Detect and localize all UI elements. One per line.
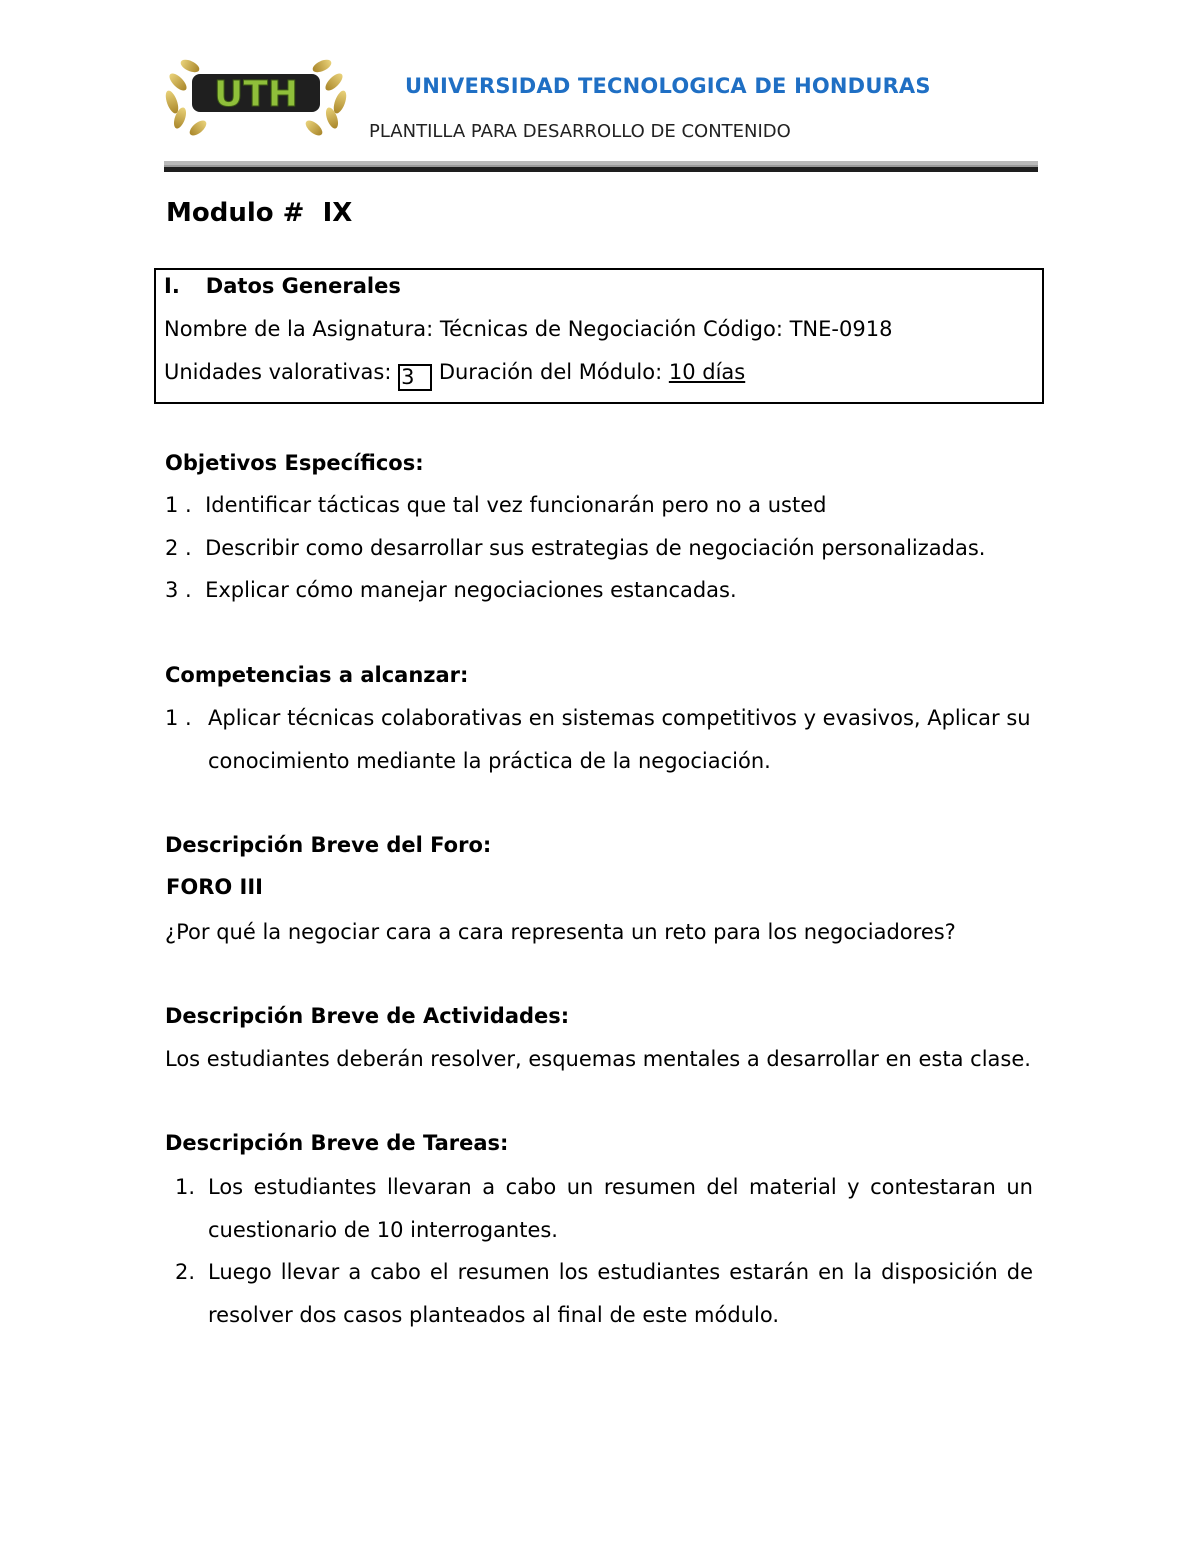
- template-subtitle: PLANTILLA PARA DESARROLLO DE CONTENIDO: [369, 121, 791, 142]
- module-number: IX: [322, 198, 353, 228]
- code-label: Código:: [702, 317, 783, 341]
- section-heading: Datos Generales: [205, 274, 401, 298]
- tasks-heading: Descripción Breve de Tareas:: [165, 1131, 509, 1155]
- activities-text: Los estudiantes deberán resolver, esquemas mentales a desarrollar en esta clase.: [165, 1047, 1031, 1071]
- module-label: Modulo #: [166, 198, 305, 228]
- university-name: UNIVERSIDAD TECNOLOGICA DE HONDURAS: [405, 74, 931, 98]
- objective-item: [165, 493, 826, 517]
- list-number: 1 .: [165, 493, 192, 517]
- units-label: Unidades valorativas:: [164, 360, 392, 384]
- forum-title: FORO III: [166, 875, 263, 899]
- task-line-1: Los estudiantes llevaran a cabo un resumen del material y contestaran un: [208, 1175, 1033, 1199]
- competencies-heading: Competencias a alcanzar:: [165, 663, 469, 687]
- competency-number: 1 .: [165, 706, 192, 730]
- objective-text: Explicar cómo manejar negociaciones estancadas.: [205, 578, 737, 602]
- task-line-2: resolver dos casos planteados al final de este módulo.: [208, 1303, 779, 1327]
- subject-value: Técnicas de Negociación: [439, 317, 697, 341]
- list-number: 2 .: [165, 536, 192, 560]
- duration-label: Duración del Módulo:: [438, 360, 663, 384]
- objective-item: [165, 578, 737, 602]
- activities-heading: Descripción Breve de Actividades:: [165, 1004, 570, 1028]
- header-divider: [164, 161, 1038, 172]
- section-numeral: I.: [164, 274, 180, 298]
- forum-heading: Descripción Breve del Foro:: [165, 833, 492, 857]
- svg-text:UTH: UTH: [214, 74, 298, 115]
- objectives-heading: Objetivos Específicos:: [165, 451, 424, 475]
- task-line-2: cuestionario de 10 interrogantes.: [208, 1218, 558, 1242]
- general-data-heading: [164, 274, 401, 298]
- objective-text: Describir como desarrollar sus estrategias de negociación personalizadas.: [205, 536, 986, 560]
- module-title: [166, 198, 352, 228]
- uth-logo: [158, 44, 354, 140]
- units-value-box: [398, 364, 432, 391]
- subject-line: [164, 317, 892, 341]
- objective-item: [165, 536, 985, 560]
- competency-line-2: conocimiento mediante la práctica de la negociación.: [208, 749, 771, 773]
- task-number: 1.: [175, 1175, 196, 1199]
- objective-text: Identificar tácticas que tal vez funcionarán pero no a usted: [205, 493, 827, 517]
- competency-line-1: Aplicar técnicas colaborativas en sistemas competitivos y evasivos, Aplicar su: [208, 706, 1031, 730]
- units-value: 3: [401, 365, 415, 389]
- code-value: TNE-0918: [789, 317, 893, 341]
- forum-question: ¿Por qué la negociar cara a cara representa un reto para los negociadores?: [165, 920, 956, 944]
- list-number: 3 .: [165, 578, 192, 602]
- subject-label: Nombre de la Asignatura:: [164, 317, 434, 341]
- task-number: 2.: [175, 1260, 196, 1284]
- duration-value: 10 días: [668, 360, 746, 384]
- task-line-1: Luego llevar a cabo el resumen los estudiantes estarán en la disposición de: [208, 1260, 1033, 1284]
- units-line: [164, 360, 745, 391]
